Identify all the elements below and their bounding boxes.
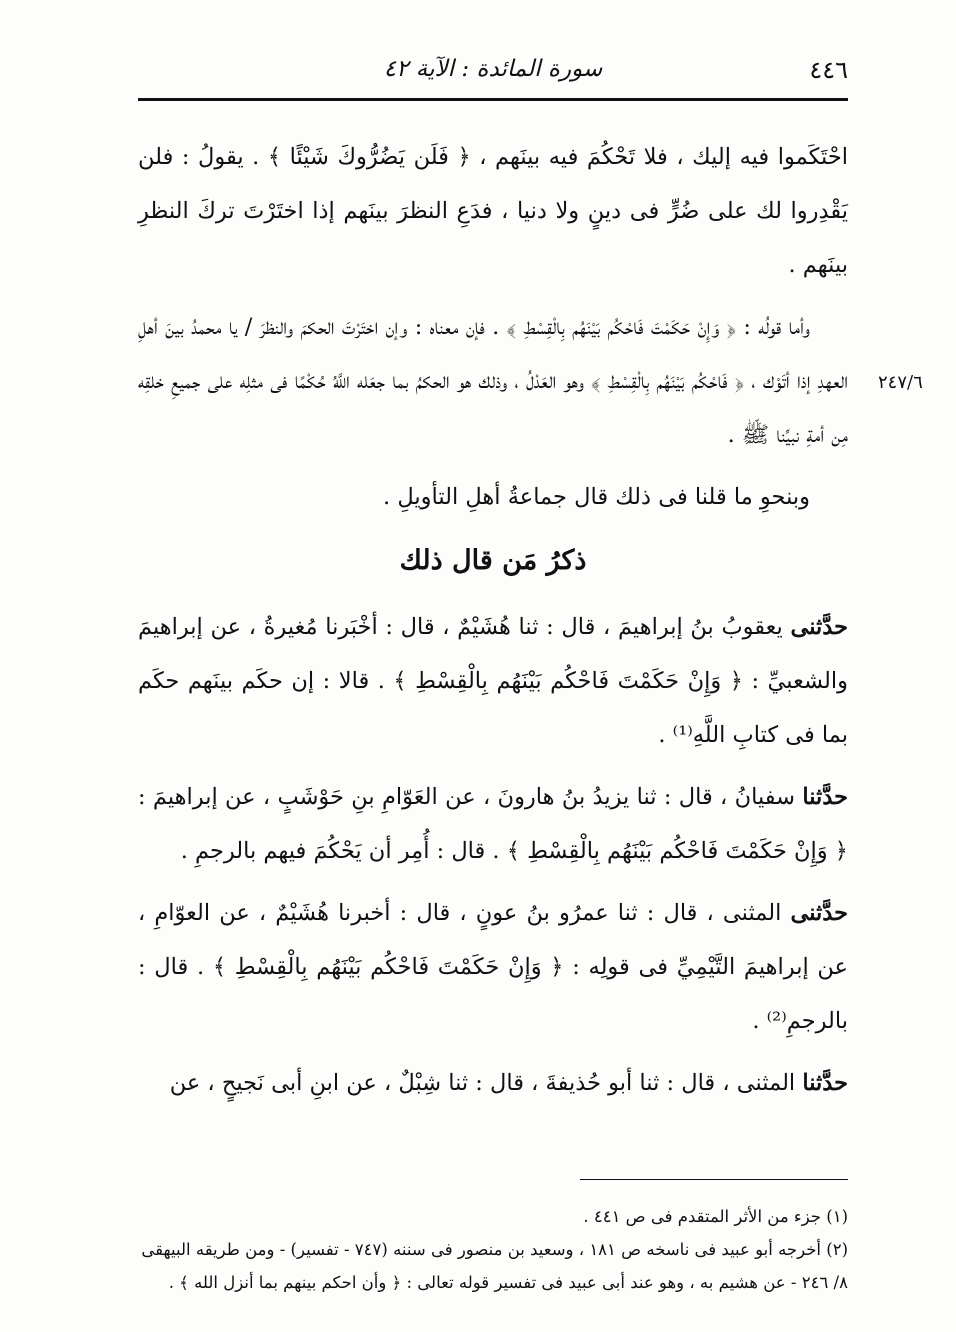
- narration-text: يعقوبُ بنُ إبراهيمَ ، قال : ثنا هُشَيْمٌ ، قال : أخْبَرنا مُغيرةُ ، عن إبراهيمَ والشعبيِّ : ﴿ وَإِنْ حَكَمْتَ فَاحْكُم بَيْنَهُم بِالْقِسْطِ ﴾ . قالا : إن حكَم بينَهم حكَم بما فى كتابِ اللَّهِ⁽¹⁾ .: [138, 614, 848, 748]
- page-header: [138, 48, 848, 88]
- narration-opener: حدَّثنى: [790, 614, 848, 640]
- page-number: ٤٤٦: [809, 56, 848, 84]
- narration: [138, 600, 848, 762]
- paragraph: وبنحوِ ما قلنا فى ذلك قال جماعةُ أهلِ التأويلِ .: [383, 484, 810, 510]
- paragraph: وأما قولُه : ﴿ وَإِنْ حَكَمْتَ فَاحْكُم بَيْنَهُم بِالْقِسْطِ ﴾ . فإن معناه : وإن اختَرْتَ الحكمَ والنظرَ / يا محمدُ بينَ أهلِ العهدِ إذا أتَوْك ، ﴿ فَاحْكُم بَيْنَهُم بِالْقِسْطِ ﴾ وهو العَدْلُ ، وذلك هو الحكمُ بما جعَله اللَّهُ حُكْمًا فى مثلِه على جميعِ خلقِه مِن أمةِ نبيِّنا ﷺ .: [138, 314, 848, 448]
- paragraph: احْتَكَموا فيه إليك ، فلا تَحْكُمَ فيه بينَهم ، ﴿ فَلَن يَضُرُّوكَ شَيْئًا ﴾ . يقولُ : فلن يَقْدِروا لك على ضُرٍّ فى دينٍ ولا دنيا ، فدَعِ النظرَ بينَهم إذا اختَرْتَ تركَ النظرِ بينَهم .: [138, 144, 848, 278]
- narration-opener: حدَّثنى: [790, 900, 848, 926]
- margin-reference: ٢٤٧/٦: [878, 372, 923, 393]
- narration: [138, 886, 848, 1048]
- running-title: سورة المائدة : الآية ٤٢: [383, 56, 603, 82]
- footnote-rule: [580, 1179, 848, 1180]
- header-rule: [138, 98, 848, 101]
- narration-text: المثنى ، قال : ثنا عمرُو بنُ عونٍ ، قال : أخبرنا هُشَيْمٌ ، عن العوّامِ ، عن إبراهيمَ التَّيْمِيِّ فى قولِه : ﴿ وَإِنْ حَكَمْتَ فَاحْكُم بَيْنَهُم بِالْقِسْطِ ﴾ . قال : بالرجمِ⁽²⁾ .: [138, 900, 848, 1034]
- footnote: (١) جزء من الأثر المتقدم فى ص ٤٤١ .: [583, 1207, 848, 1226]
- narration: [138, 770, 848, 878]
- main-text: [138, 130, 848, 1118]
- footnotes: [138, 1200, 848, 1299]
- narration-opener: حدَّثنا: [802, 784, 848, 810]
- narration-text: المثنى ، قال : ثنا أبو حُذيفةَ ، قال : ثنا شِبْلٌ ، عن ابنِ أبى نَجيحٍ ، عن: [169, 1070, 796, 1096]
- footnote: (٢) أخرجه أبو عبيد فى ناسخه ص ١٨١ ، وسعيد بن منصور فى سننه (٧٤٧ - تفسير) - ومن طريقه البيهقى ٨/ ٢٤٦ - عن هشيم به ، وهو عند أبى عبيد فى تفسير قوله تعالى : ﴿ وأن احكم بينهم بما أنزل الله ﴾ .: [141, 1240, 848, 1292]
- narration: [138, 1056, 848, 1110]
- narration-text: سفيانُ ، قال : ثنا يزيدُ بنُ هارونَ ، عن العَوّامِ بنِ حَوْشَبٍ ، عن إبراهيمَ : ﴿ وَإِنْ حَكَمْتَ فَاحْكُم بَيْنَهُم بِالْقِسْطِ ﴾ . قال : أُمِر أن يَحْكُمَ فيهم بالرجمِ .: [138, 784, 848, 864]
- narration-opener: حدَّثنا: [802, 1070, 848, 1096]
- section-title: ذكرُ مَن قال ذلك: [399, 545, 587, 576]
